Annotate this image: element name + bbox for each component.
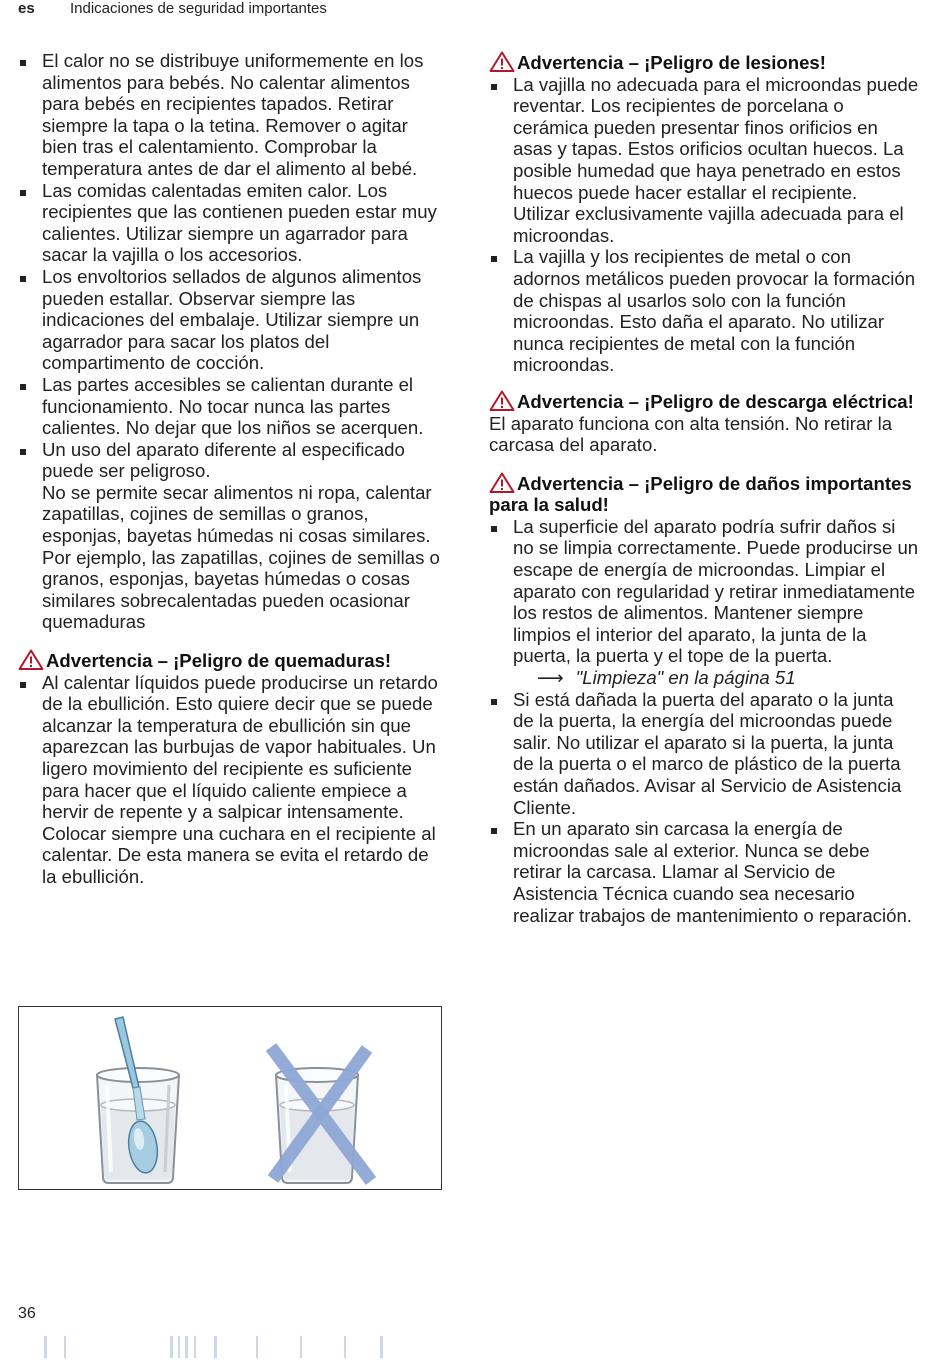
left-column — [18, 50, 443, 888]
list-item: Las comidas calentadas emiten calor. Los recipientes que las contienen pueden estar muy calientes. Utilizar siempre un agarrador para sacar la vajilla o los accesorios. — [18, 180, 443, 266]
warning-triangle-icon — [18, 649, 44, 670]
glass-with-spoon-icon — [97, 1017, 179, 1183]
warning-heading-text: Advertencia – ¡Peligro de daños importantes para la salud! — [489, 472, 912, 516]
list-item — [489, 516, 919, 689]
list-item: La vajilla no adecuada para el microondas puede reventar. Los recipientes de porcelana o cerámica pueden presentar finos orificios en asas y tapas. Estos orificios ocultan huecos. La posible humedad que haya penetrado en estos huecos puede hacer estallar el recipiente. Utilizar exclusivamente vajilla adecuada para el microondas. — [489, 74, 919, 247]
list-item: Los envoltorios sellados de algunos alimentos pueden estallar. Observar siempre las indicaciones del embalaje. Utilizar siempre un agarrador para sacar los platos del compartimento de cocción. — [18, 266, 443, 374]
right-column — [489, 51, 919, 926]
bullet-list — [18, 672, 443, 888]
warning-heading — [18, 649, 443, 672]
warning-triangle-icon — [489, 51, 515, 72]
cross-reference-link[interactable] — [513, 667, 919, 689]
injury-warning-section — [489, 51, 919, 376]
bullet-list — [489, 516, 919, 926]
warning-heading-text: Advertencia – ¡Peligro de lesiones! — [517, 52, 826, 73]
bullet-list — [489, 74, 919, 376]
list-item: La vajilla y los recipientes de metal o con adornos metálicos pueden provocar la formación de chispas al usarlos solo con la función microondas. Esto daña el aparato. No utilizar nunca recipientes de metal con la función microondas. — [489, 246, 919, 376]
list-item: En un aparato sin carcasa la energía de microondas sale al exterior. Nunca se debe retirar la carcasa. Llamar al Servicio de Asistencia Técnica cuando sea necesario realizar trabajos de mantenimiento o reparación. — [489, 818, 919, 926]
list-item: Las partes accesibles se calientan durante el funcionamiento. No tocar nunca las partes calientes. No dejar que los niños se acerquen. — [18, 374, 443, 439]
warning-heading-text: Advertencia – ¡Peligro de descarga eléctrica! — [517, 390, 914, 412]
burn-warning-section — [18, 649, 443, 888]
paragraph: El aparato funciona con alta tensión. No retirar la carcasa del aparato. — [489, 412, 893, 456]
glass-crossed-out-icon — [271, 1047, 371, 1183]
paragraph: La superficie del aparato podría sufrir daños si no se limpia correctamente. Puede producirse un escape de energía de microondas. Limpiar el aparato con regularidad y retirar inmediatamente los restos de alimentos. Mantener siempre limpios el interior del aparato, la junta de la puerta, la puerta y el tope de la puerta. — [513, 515, 919, 667]
list-item: Al calentar líquidos puede producirse un retardo de la ebullición. Esto quiere decir que se puede alcanzar la temperatura de ebullición sin que aparezcan las burbujas de vapor habituales. Un ligero movimiento del recipiente es suficiente para hacer que el líquido caliente empiece a hervir de repente y a salpicar intensamente. Colocar siempre una cuchara en el recipiente al calentar. De esta manera se evita el retardo de la ebullición. — [18, 672, 443, 888]
page-number: 36 — [18, 1305, 36, 1322]
paragraph: No se permite secar alimentos ni ropa, calentar zapatillas, cojines de semillas o granos, esponjas, bayetas húmedas ni cosas similares. — [42, 481, 432, 547]
warning-heading — [489, 472, 919, 516]
shock-warning-section — [489, 390, 919, 456]
paragraph: Un uso del aparato diferente al especificado puede ser peligroso. — [42, 438, 405, 482]
glass-spoon-illustration — [18, 1006, 442, 1190]
cross-reference-text: "Limpieza" en la página 51 — [575, 667, 796, 689]
list-item: El calor no se distribuye uniformemente en los alimentos para bebés. No calentar alimentos para bebés en recipientes tapados. Retirar siempre la tapa o la tetina. Remover o agitar bien tras el calentamiento. Comprobar la temperatura antes de dar el alimento al bebé. — [18, 50, 443, 180]
warning-triangle-icon — [489, 472, 515, 493]
health-warning-section — [489, 472, 919, 926]
warning-heading — [489, 390, 919, 413]
list-item: Si está dañada la puerta del aparato o la junta de la puerta, la energía del microondas puede salir. No utilizar el aparato si la puerta, la junta de la puerta o el marco de plástico de la puerta están dañados. Avisar al Servicio de Asistencia Cliente. — [489, 689, 919, 819]
print-marks — [44, 1336, 404, 1358]
list-item — [18, 439, 443, 633]
bullet-list — [18, 50, 443, 633]
warning-heading — [489, 51, 919, 74]
paragraph: Por ejemplo, las zapatillas, cojines de semillas o granos, esponjas, bayetas húmedas o cosas similares sobrecalentadas pueden ocasionar quemaduras — [42, 546, 440, 633]
warning-triangle-icon — [489, 390, 515, 411]
warning-heading-text: Advertencia – ¡Peligro de quemaduras! — [46, 650, 392, 672]
section-title: Indicaciones de seguridad importantes — [70, 0, 327, 17]
arrow-right-icon: ⟶ — [537, 667, 564, 689]
language-code: es — [18, 0, 35, 17]
